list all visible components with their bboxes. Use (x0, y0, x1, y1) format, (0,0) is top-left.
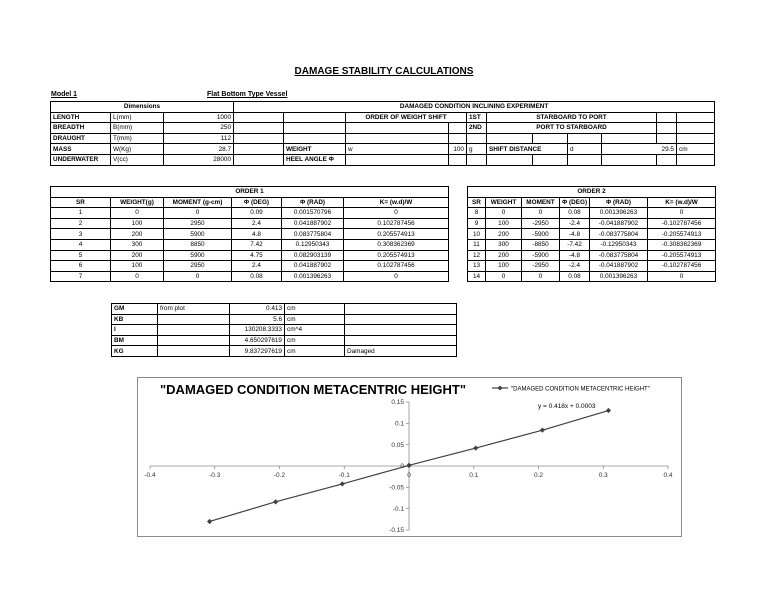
dimension-value: 28.7 (164, 144, 234, 155)
table-cell: -5900 (522, 250, 560, 261)
table-cell: 0.001396263 (282, 271, 344, 282)
result-name: I (112, 325, 158, 336)
result-note: from plot (158, 304, 230, 315)
column-header: SR (51, 197, 111, 208)
table-cell: 200 (111, 250, 164, 261)
result-unit: cm^4 (285, 325, 345, 336)
data-point (340, 481, 345, 486)
result-remark (345, 325, 457, 336)
x-tick-label: -0.3 (209, 472, 221, 479)
result-note (158, 314, 230, 325)
table-cell: -0.041887902 (590, 218, 648, 229)
table-cell: 100 (486, 218, 522, 229)
table-cell: 10 (468, 229, 486, 240)
table-cell: 0.08 (560, 208, 590, 219)
table-row (468, 218, 716, 229)
table-cell: 0.102787456 (344, 261, 449, 272)
dimension-name: MASS (51, 144, 111, 155)
data-point (207, 519, 212, 524)
dimension-unit: W(Kg) (111, 144, 164, 155)
table-cell: 5 (51, 250, 111, 261)
table-cell: 14 (468, 271, 486, 282)
dimension-unit: V(cc) (111, 154, 164, 165)
table-cell: 12 (468, 250, 486, 261)
table-cell: 0.08 (232, 271, 282, 282)
table-cell: 0 (486, 208, 522, 219)
table-cell: 3 (51, 229, 111, 240)
table-cell: 4.75 (232, 250, 282, 261)
table-cell: -5900 (522, 229, 560, 240)
table-cell: -2.4 (560, 218, 590, 229)
order2-table (467, 186, 716, 282)
column-header: Φ (DEG) (232, 197, 282, 208)
column-header: MOMENT (g-cm) (164, 197, 232, 208)
column-header: K= (w.d)/W (648, 197, 716, 208)
x-tick-label: 0.1 (469, 472, 479, 479)
first-direction: STARBOARD TO PORT (487, 112, 657, 123)
experiment-table (233, 101, 715, 166)
table-cell: 9 (468, 218, 486, 229)
legend-marker-icon (498, 386, 503, 391)
table-cell: 0 (344, 271, 449, 282)
dimensions-rows (51, 112, 234, 165)
result-unit: cm (285, 335, 345, 346)
table-cell: -0.083775804 (590, 250, 648, 261)
model-label: Model 1 (51, 91, 78, 98)
y-tick-label: 0 (400, 463, 404, 471)
table-cell: 7 (51, 271, 111, 282)
dimension-name: UNDERWATER (51, 154, 111, 165)
column-header: MOMENT (522, 197, 560, 208)
x-tick-label: 0 (407, 472, 411, 479)
table-row (51, 218, 449, 229)
table-cell: 4 (51, 239, 111, 250)
table-cell: 0.001570796 (282, 208, 344, 219)
second-label: 2ND (467, 123, 487, 134)
legend-label: "DAMAGED CONDITION METACENTRIC HEIGHT" (511, 386, 650, 393)
result-row (112, 346, 457, 357)
result-row (112, 325, 457, 336)
y-tick-label: 0.05 (391, 441, 404, 449)
table-cell: 0 (111, 208, 164, 219)
table-row (468, 208, 716, 219)
result-value: 130208.3333 (230, 325, 285, 336)
table-cell: -8850 (522, 239, 560, 250)
table-cell: 100 (111, 261, 164, 272)
table-row (51, 261, 449, 272)
y-tick-label: -0.15 (389, 527, 404, 535)
column-header: WEIGHT (486, 197, 522, 208)
result-note (158, 335, 230, 346)
table-cell: 1 (51, 208, 111, 219)
table-cell: 0.08 (560, 271, 590, 282)
column-header: Φ (DEG) (560, 197, 590, 208)
table-cell: 0.12950343 (282, 239, 344, 250)
order2-header: ORDER 2 (468, 187, 716, 198)
column-header: K= (w.d)/W (344, 197, 449, 208)
vessel-label: Flat Bottom Type Vessel (207, 91, 288, 98)
shift-unit: cm (677, 144, 715, 155)
dimension-value: 28000 (164, 154, 234, 165)
result-name: KG (112, 346, 158, 357)
dimension-value: 250 (164, 123, 234, 134)
column-header: Φ (RAD) (282, 197, 344, 208)
dimension-row (51, 133, 234, 144)
table-cell: -2.4 (560, 261, 590, 272)
result-value: 9.837297619 (230, 346, 285, 357)
table-cell: 2.4 (232, 218, 282, 229)
table-cell: 100 (486, 261, 522, 272)
table-cell: 0 (522, 271, 560, 282)
table-cell: 0.205574913 (344, 229, 449, 240)
table-cell: 0.205574913 (344, 250, 449, 261)
table-cell: -0.083775804 (590, 229, 648, 240)
x-tick-label: 0.3 (598, 472, 608, 479)
result-unit: cm (285, 346, 345, 357)
table-row (51, 250, 449, 261)
result-value: 4.650297619 (230, 335, 285, 346)
table-cell: 0 (164, 208, 232, 219)
results-rows (112, 304, 457, 357)
dimension-value: 112 (164, 133, 234, 144)
second-direction: PORT TO STARBOARD (487, 123, 657, 134)
table-cell: 8 (468, 208, 486, 219)
y-tick-label: -0.05 (389, 484, 404, 492)
data-point (473, 445, 478, 450)
table-cell: 5900 (164, 229, 232, 240)
metacentric-height-chart (138, 378, 681, 536)
column-header: SR (468, 197, 486, 208)
table-cell: -0.205574913 (648, 250, 716, 261)
dimension-unit: T(mm) (111, 133, 164, 144)
table-cell: 200 (486, 250, 522, 261)
x-tick-label: -0.2 (273, 472, 286, 479)
table-cell: 0.001396263 (590, 208, 648, 219)
dimension-name: DRAUGHT (51, 133, 111, 144)
dimension-unit: B(mm) (111, 123, 164, 134)
x-tick-label: -0.4 (144, 472, 156, 479)
y-tick-label: 0.15 (391, 399, 404, 407)
weight-unit: g (467, 144, 487, 155)
result-row (112, 304, 457, 315)
result-unit: cm (285, 314, 345, 325)
weight-symbol: w (346, 144, 449, 155)
table-cell: -0.102787456 (648, 218, 716, 229)
results-table (111, 303, 457, 357)
page-title: DAMAGE STABILITY CALCULATIONS (294, 66, 474, 77)
table-cell: 0 (344, 208, 449, 219)
weight-label: WEIGHT (284, 144, 346, 155)
table-cell: -0.205574913 (648, 229, 716, 240)
table-cell: 100 (111, 218, 164, 229)
dimension-row (51, 112, 234, 123)
table-cell: 13 (468, 261, 486, 272)
table-row (468, 271, 716, 282)
dimension-row (51, 144, 234, 155)
table-cell: 4.8 (232, 229, 282, 240)
table-cell: 8850 (164, 239, 232, 250)
result-name: BM (112, 335, 158, 346)
dimension-row (51, 123, 234, 134)
x-tick-label: 0.4 (663, 472, 673, 479)
result-value: 0.413 (230, 304, 285, 315)
table-row (468, 229, 716, 240)
table-cell: 2950 (164, 218, 232, 229)
table-cell: -7.42 (560, 239, 590, 250)
dimension-name: LENGTH (51, 112, 111, 123)
table-row (51, 229, 449, 240)
table-cell: 300 (111, 239, 164, 250)
dimension-value: 1000 (164, 112, 234, 123)
shift-value: 29.5 (602, 144, 677, 155)
table-cell: 0.083775804 (282, 229, 344, 240)
table-cell: 300 (486, 239, 522, 250)
heel-angle-label: HEEL ANGLE Φ (284, 154, 346, 165)
table-row (468, 250, 716, 261)
table-cell: 0.001396263 (590, 271, 648, 282)
table-cell: 0.102787456 (344, 218, 449, 229)
result-value: 5.6 (230, 314, 285, 325)
chart-title: "DAMAGED CONDITION METACENTRIC HEIGHT" (160, 382, 467, 397)
data-point (406, 463, 411, 468)
table-cell: 5900 (164, 250, 232, 261)
table-cell: -0.041887902 (590, 261, 648, 272)
data-point (273, 499, 278, 504)
table-cell: 2 (51, 218, 111, 229)
table-cell: 0.09 (232, 208, 282, 219)
result-row (112, 314, 457, 325)
table-cell: 0 (648, 271, 716, 282)
result-name: KB (112, 314, 158, 325)
table-cell: 0.308362369 (344, 239, 449, 250)
trendline-equation: y = 0.418x + 0.0003 (538, 403, 596, 410)
table-cell: 0.041887902 (282, 218, 344, 229)
experiment-header: DAMAGED CONDITION INCLINING EXPERIMENT (234, 102, 715, 113)
dimensions-header: Dimensions (51, 102, 234, 113)
table-cell: -0.12950343 (590, 239, 648, 250)
y-tick-label: -0.1 (392, 505, 404, 513)
table-cell: -0.308362369 (648, 239, 716, 250)
table-cell: 0 (648, 208, 716, 219)
x-tick-label: -0.1 (338, 472, 350, 479)
x-tick-label: 0.2 (533, 472, 544, 479)
table-cell: 0 (164, 271, 232, 282)
result-note (158, 325, 230, 336)
table-cell: 0 (486, 271, 522, 282)
order-shift-label: ORDER OF WEIGHT SHIFT (346, 112, 467, 123)
table-row (51, 271, 449, 282)
order2-columns (468, 197, 716, 208)
result-note (158, 346, 230, 357)
table-cell: 0.041887902 (282, 261, 344, 272)
result-name: GM (112, 304, 158, 315)
dimension-unit: L(mm) (111, 112, 164, 123)
table-cell: 0.082903139 (282, 250, 344, 261)
order2-rows (468, 208, 716, 282)
table-cell: -0.102787456 (648, 261, 716, 272)
table-row (51, 239, 449, 250)
result-remark (345, 314, 457, 325)
table-cell: 2950 (164, 261, 232, 272)
result-remark (345, 335, 457, 346)
column-header: Φ (RAD) (590, 197, 648, 208)
y-tick-label: 0.1 (394, 420, 404, 428)
table-cell: 2.4 (232, 261, 282, 272)
order1-rows (51, 208, 449, 282)
table-cell: -4.8 (560, 250, 590, 261)
order1-table (50, 186, 449, 282)
table-cell: -4.8 (560, 229, 590, 240)
chart-legend (492, 386, 650, 393)
shift-label: SHIFT DISTANCE (487, 144, 568, 155)
order1-columns (51, 197, 449, 208)
weight-value: 100 (449, 144, 467, 155)
table-cell: 200 (111, 229, 164, 240)
table-row (468, 261, 716, 272)
table-row (51, 208, 449, 219)
shift-symbol: d (568, 144, 602, 155)
dimension-name: BREADTH (51, 123, 111, 134)
result-remark (345, 304, 457, 315)
order1-header: ORDER 1 (51, 187, 449, 198)
table-cell: 7.42 (232, 239, 282, 250)
data-point (606, 408, 611, 413)
table-cell: 6 (51, 261, 111, 272)
dimension-row (51, 154, 234, 165)
column-header: WEIGHT(g) (111, 197, 164, 208)
table-cell: -2950 (522, 261, 560, 272)
table-cell: 0 (522, 208, 560, 219)
result-row (112, 335, 457, 346)
first-label: 1ST (467, 112, 487, 123)
table-cell: 11 (468, 239, 486, 250)
result-remark: Damaged (345, 346, 457, 357)
chart-area (137, 377, 682, 537)
table-cell: 0 (111, 271, 164, 282)
dimensions-table (50, 101, 234, 166)
table-cell: -2950 (522, 218, 560, 229)
data-point (540, 428, 545, 433)
result-unit: cm (285, 304, 345, 315)
table-row (468, 239, 716, 250)
table-cell: 200 (486, 229, 522, 240)
